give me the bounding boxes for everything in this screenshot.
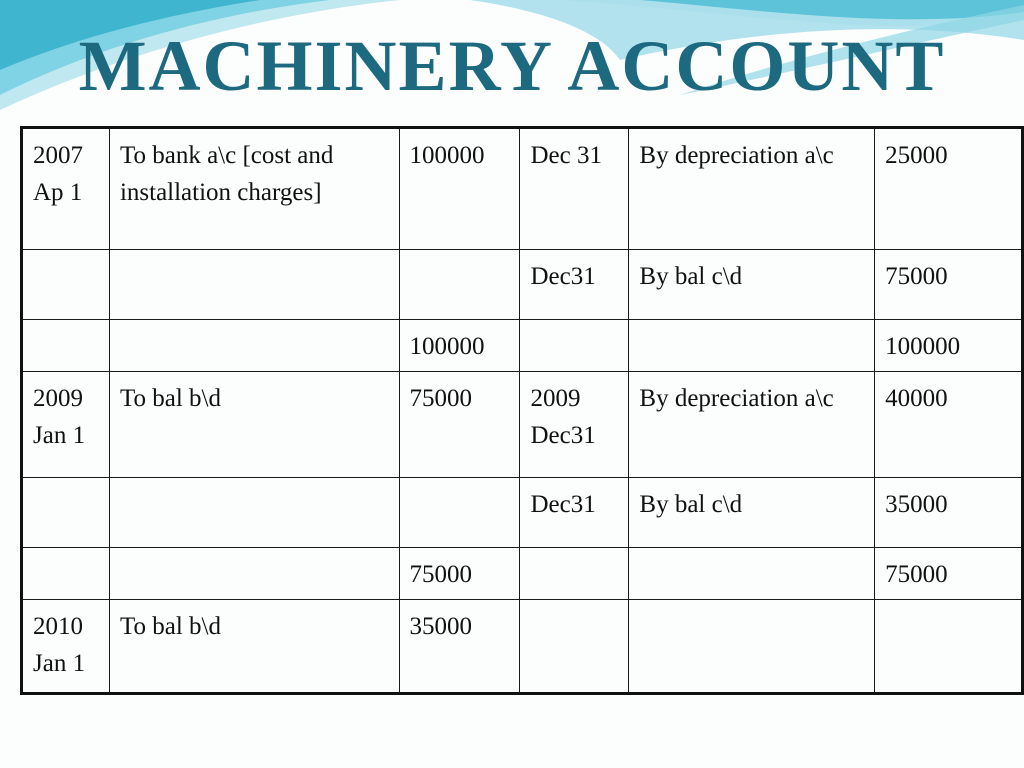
debit-particulars-cell: To bank a\c [cost and installation charges]: [109, 128, 399, 250]
debit-date-cell: [22, 320, 110, 372]
credit-particulars-cell: By depreciation a\c: [629, 128, 875, 250]
machinery-ledger-table: [20, 126, 1024, 695]
debit-date-cell: [22, 478, 110, 548]
credit-total-cell: 75000: [875, 548, 1023, 600]
debit-date-cell: 2009 Jan 1: [22, 372, 110, 478]
credit-date-cell: [520, 548, 629, 600]
table-row: [22, 600, 1023, 694]
debit-particulars-cell: [109, 250, 399, 320]
credit-total-cell: 100000: [875, 320, 1023, 372]
debit-date-cell: [22, 548, 110, 600]
credit-particulars-cell: By bal c\d: [629, 478, 875, 548]
debit-amount-cell: 35000: [399, 600, 520, 694]
credit-particulars-cell: By bal c\d: [629, 250, 875, 320]
credit-date-cell: 2009 Dec31: [520, 372, 629, 478]
credit-date-cell: Dec 31: [520, 128, 629, 250]
debit-amount-cell: [399, 250, 520, 320]
credit-date-cell: [520, 600, 629, 694]
credit-particulars-cell: [629, 600, 875, 694]
credit-date-cell: Dec31: [520, 250, 629, 320]
table-row: [22, 320, 1023, 372]
credit-amount-cell: [875, 600, 1023, 694]
debit-particulars-cell: [109, 478, 399, 548]
credit-amount-cell: 35000: [875, 478, 1023, 548]
debit-particulars-cell: [109, 548, 399, 600]
debit-date-cell: [22, 250, 110, 320]
table-row: [22, 128, 1023, 250]
table-row: [22, 250, 1023, 320]
page-title: MACHINERY ACCOUNT: [78, 26, 946, 106]
debit-date-cell: 2007 Ap 1: [22, 128, 110, 250]
debit-particulars-cell: To bal b\d: [109, 372, 399, 478]
credit-particulars-cell: [629, 320, 875, 372]
table-row: [22, 548, 1023, 600]
debit-amount-cell: 100000: [399, 128, 520, 250]
credit-amount-cell: 75000: [875, 250, 1023, 320]
credit-particulars-cell: By depreciation a\c: [629, 372, 875, 478]
debit-total-cell: 100000: [399, 320, 520, 372]
debit-particulars-cell: [109, 320, 399, 372]
credit-date-cell: Dec31: [520, 478, 629, 548]
debit-amount-cell: [399, 478, 520, 548]
credit-amount-cell: 40000: [875, 372, 1023, 478]
credit-particulars-cell: [629, 548, 875, 600]
credit-date-cell: [520, 320, 629, 372]
table-row: [22, 478, 1023, 548]
debit-date-cell: 2010 Jan 1: [22, 600, 110, 694]
debit-amount-cell: 75000: [399, 372, 520, 478]
debit-particulars-cell: To bal b\d: [109, 600, 399, 694]
debit-total-cell: 75000: [399, 548, 520, 600]
table-row: [22, 372, 1023, 478]
credit-amount-cell: 25000: [875, 128, 1023, 250]
